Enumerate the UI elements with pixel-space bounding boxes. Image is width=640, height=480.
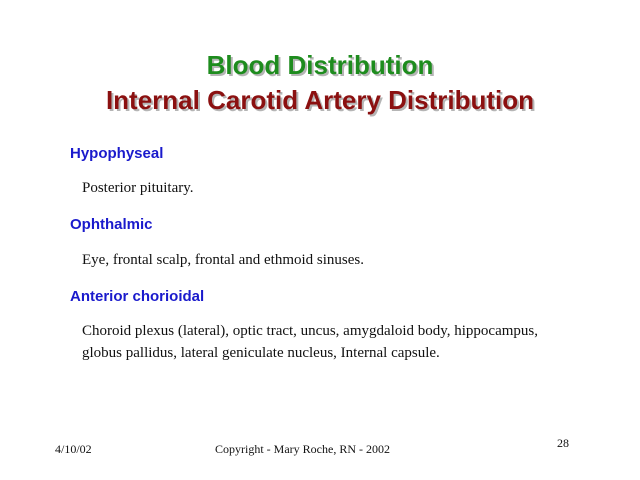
footer-date: 4/10/02 bbox=[55, 442, 92, 456]
section-text-ophthalmic: Eye, frontal scalp, frontal and ethmoid sinuses. bbox=[82, 252, 365, 268]
section-heading-anterior-chorioidal: Anterior chorioidal bbox=[70, 288, 205, 305]
section-heading-hypophyseal: Hypophyseal bbox=[70, 145, 164, 162]
section-heading-ophthalmic: Ophthalmic bbox=[70, 216, 153, 233]
slide-subtitle: Internal Carotid Artery Distribution bbox=[105, 85, 535, 115]
page-number: 28 bbox=[557, 436, 569, 450]
section-text-anterior-chorioidal: Choroid plexus (lateral), optic tract, uncus, amygdaloid body, hippocampus, globus pallidus, lateral geniculate nucleus, Internal capsule. bbox=[82, 323, 539, 361]
slide-title: Blood Distribution bbox=[206, 50, 434, 80]
section-text-hypophyseal: Posterior pituitary. bbox=[82, 180, 194, 196]
footer-copyright: Copyright - Mary Roche, RN - 2002 bbox=[215, 442, 390, 456]
